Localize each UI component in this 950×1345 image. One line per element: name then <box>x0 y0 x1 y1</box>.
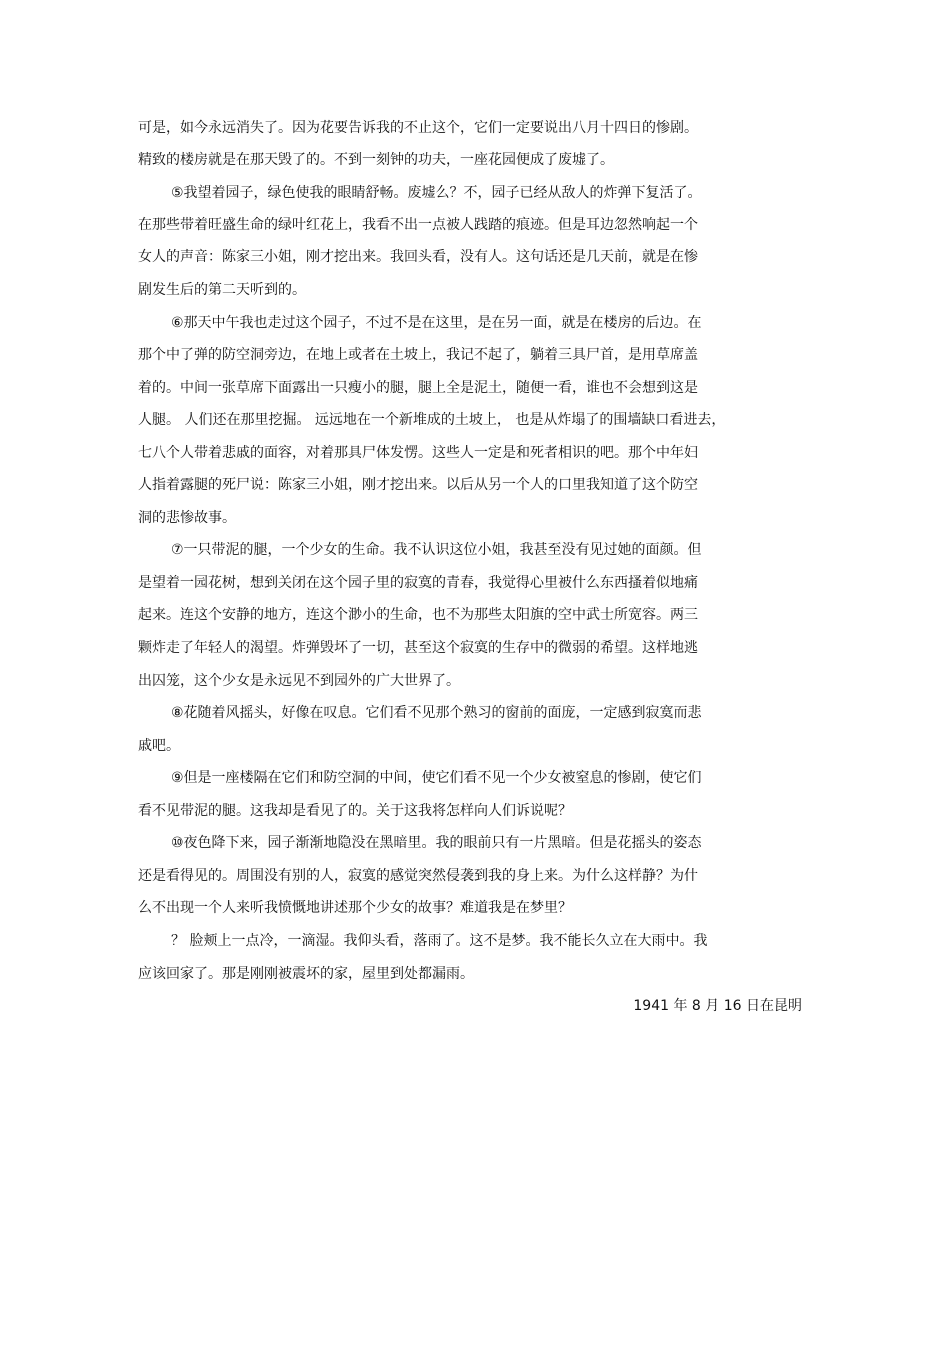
text-line: 那个中了弹的防空洞旁边，在地上或者在土坡上，我记不起了，躺着三具尸首，是用草席盖 <box>138 347 698 363</box>
text-line: 七八个人带着悲戚的面容，对着那具尸体发愣。这些人一定是和死者相识的吧。那个中年妇 <box>138 445 698 461</box>
text-line: 戚吧。 <box>138 738 180 754</box>
text-line: 剧发生后的第二天听到的。 <box>138 282 306 298</box>
date-place-line: 1941 年 8 月 16 日在昆明 <box>633 998 802 1014</box>
text-line: 可是，如今永远消失了。因为花要告诉我的不止这个，它们一定要说出八月十四日的惨剧。 <box>138 120 698 136</box>
text-line: 着的。中间一张草席下面露出一只瘦小的腿，腿上全是泥土，随便一看，谁也不会想到这是 <box>138 380 698 396</box>
text-line: ⑨但是一座楼隔在它们和防空洞的中间，使它们看不见一个少女被窒息的惨剧，使它们 <box>171 770 702 786</box>
text-line: 出囚笼，这个少女是永远见不到园外的广大世界了。 <box>138 673 460 689</box>
text-line: ⑥那天中午我也走过这个园子，不过不是在这里，是在另一面，就是在楼房的后边。在 <box>171 315 702 331</box>
text-line: 精致的楼房就是在那天毁了的。不到一刻钟的功夫，一座花园便成了废墟了。 <box>138 152 614 168</box>
text-line: ⑧花随着风摇头，好像在叹息。它们看不见那个熟习的窗前的面庞，一定感到寂寞而悲 <box>171 705 702 721</box>
text-line: 看不见带泥的腿。这我却是看见了的。关于这我将怎样向人们诉说呢？ <box>138 803 572 819</box>
text-line: ⑦一只带泥的腿，一个少女的生命。我不认识这位小姐，我甚至没有见过她的面颜。但 <box>171 542 702 558</box>
text-line: ⑩夜色降下来，园子渐渐地隐没在黑暗里。我的眼前只有一片黑暗。但是花摇头的姿态 <box>171 835 702 851</box>
text-line: 么不出现一个人来听我愤慨地讲述那个少女的故事？难道我是在梦里？ <box>138 900 572 916</box>
text-line: ⑤我望着园子，绿色使我的眼睛舒畅。废墟么？不，园子已经从敌人的炸弹下复活了。 <box>171 185 702 201</box>
text-line: 起来。连这个安静的地方，连这个渺小的生命，也不为那些太阳旗的空中武士所宽容。两三 <box>138 607 698 623</box>
text-line: 人腿。 人们还在那里挖掘。 远远地在一个新堆成的土坡上， 也是从炸塌了的围墙缺口看进去， <box>138 412 726 428</box>
text-line: 在那些带着旺盛生命的绿叶红花上，我看不出一点被人践踏的痕迹。但是耳边忽然响起一个 <box>138 217 698 233</box>
text-line: 女人的声音：陈家三小姐，刚才挖出来。我回头看，没有人。这句话还是几天前，就是在惨 <box>138 249 698 265</box>
text-line: 洞的悲惨故事。 <box>138 510 236 526</box>
text-line: 应该回家了。那是刚刚被震坏的家，屋里到处都漏雨。 <box>138 966 474 982</box>
text-line: 还是看得见的。周围没有别的人，寂寞的感觉突然侵袭到我的身上来。为什么这样静？为什 <box>138 868 698 884</box>
text-line: 颗炸走了年轻人的渴望。炸弹毁坏了一切，甚至这个寂寞的生存中的微弱的希望。这样地逃 <box>138 640 698 656</box>
text-line: 是望着一园花树，想到关闭在这个园子里的寂寞的青春，我觉得心里被什么东西搔着似地痛 <box>138 575 698 591</box>
text-line: ？ 脸颊上一点冷，一滴湿。我仰头看，落雨了。这不是梦。我不能长久立在大雨中。我 <box>171 933 708 949</box>
text-line: 人指着露腿的死尸说：陈家三小姐，刚才挖出来。以后从另一个人的口里我知道了这个防空 <box>138 477 698 493</box>
